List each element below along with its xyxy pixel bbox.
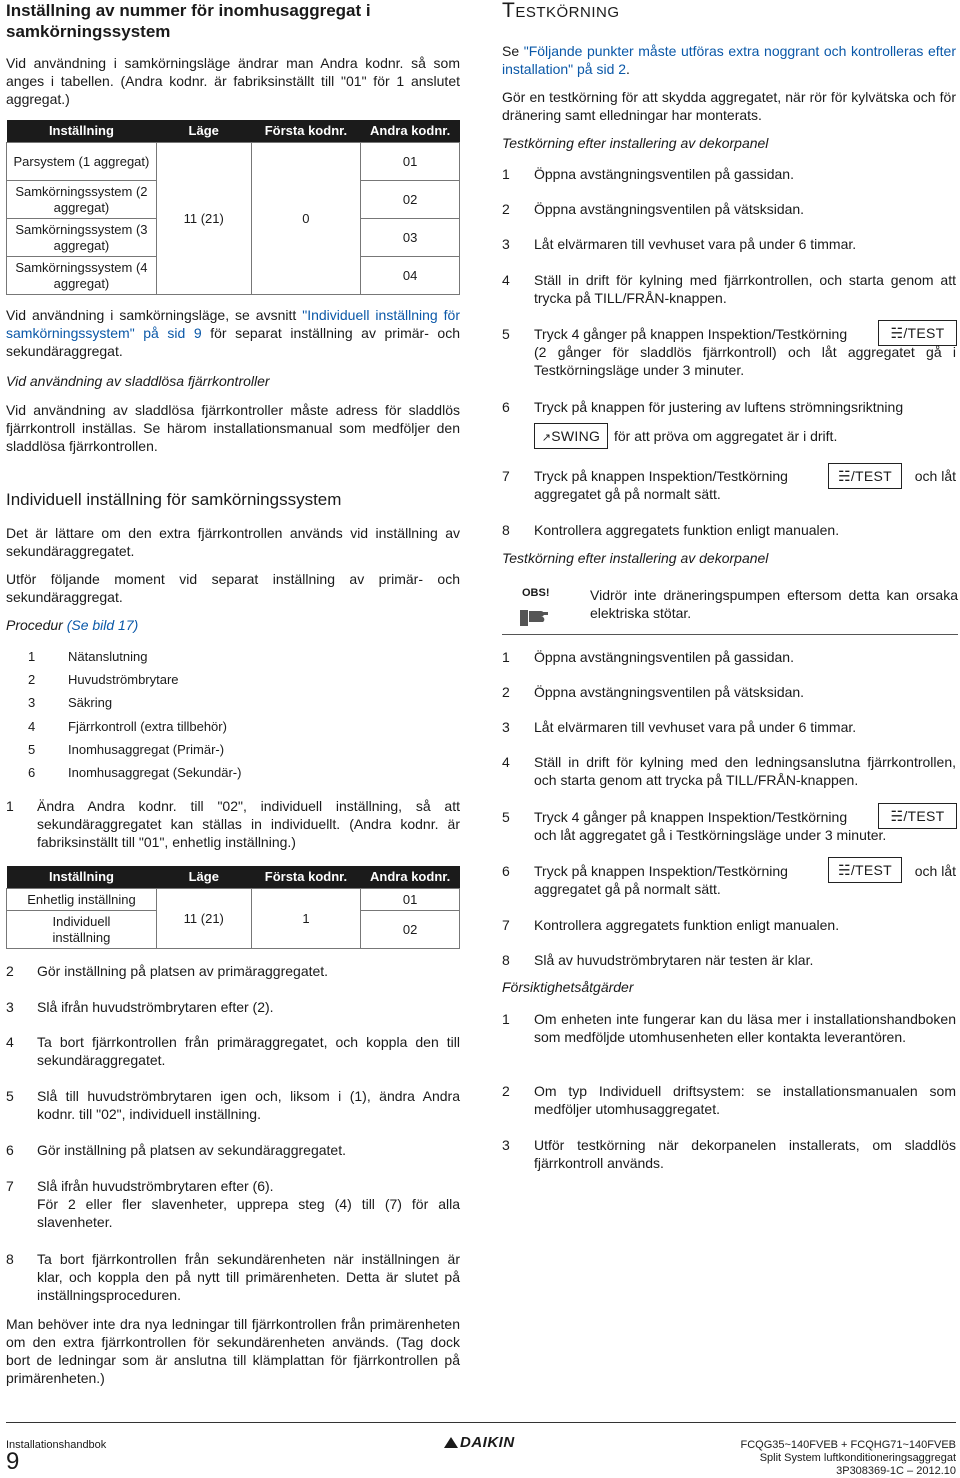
step-number: 1 bbox=[502, 1011, 510, 1027]
step-number: 7 bbox=[502, 917, 510, 933]
legend-text: Fjärrkontroll (extra tillbehör) bbox=[68, 719, 227, 734]
step-number: 3 bbox=[6, 999, 14, 1015]
table-header-row bbox=[7, 866, 460, 889]
divider bbox=[502, 634, 958, 635]
step-text: Öppna avstängningsventilen på vätsksidan. bbox=[534, 684, 805, 700]
step-5b-text-b: och låt aggregatet gå i Testkörningsläge under 3 minuter. bbox=[534, 827, 887, 843]
legend-item bbox=[28, 648, 148, 666]
step-6-text-b: för att pröva om aggregatet är i drift. bbox=[614, 428, 838, 444]
header-setting: Inställning bbox=[7, 866, 157, 889]
step-number: 1 bbox=[502, 649, 510, 665]
wireless-paragraph: Vid användning av sladdlösa fjärrkontroller måste adress för sladdlös fjärrkontroll inställas. Se härom installationsmanual som medföljer den sladdlösa fjärrkontrollen. bbox=[6, 402, 460, 454]
step-number: 6 bbox=[502, 399, 510, 415]
table-cell-setting: Enhetlig inställning bbox=[7, 889, 157, 911]
legend-item bbox=[28, 718, 227, 736]
subheading-after-panel-1: Testkörning efter installering av dekorpanel bbox=[502, 135, 769, 151]
table-row bbox=[7, 889, 460, 911]
step-number: 1 bbox=[502, 166, 510, 182]
table-cell-first-code: 0 bbox=[251, 143, 361, 295]
step-text: Låt elvärmaren till vevhuset vara på under 6 timmar. bbox=[534, 719, 857, 735]
step-number: 8 bbox=[502, 952, 510, 968]
step-number: 3 bbox=[502, 719, 510, 735]
subheading-after-panel-2: Testkörning efter installering av dekorpanel bbox=[502, 550, 769, 566]
step-7-text-a: Tryck på knappen Inspektion/Testkörning bbox=[534, 468, 788, 484]
test-intro bbox=[502, 42, 956, 78]
settings-table-2 bbox=[6, 866, 460, 949]
step-8b-text: Slå av huvudströmbrytaren när testen är klar. bbox=[534, 952, 814, 968]
swing-icon: ↗ bbox=[541, 432, 552, 444]
legend-number: 3 bbox=[28, 695, 36, 710]
step-7-text-b: och låt bbox=[914, 468, 956, 484]
wireless-heading: Vid användning av sladdlösa fjärrkontroller bbox=[6, 373, 270, 389]
table-cell-first-code: 1 bbox=[251, 889, 361, 949]
obs-text: Vidrör inte dräneringspumpen eftersom detta kan orsaka elektriska stötar. bbox=[590, 587, 958, 621]
test-intro-a: Se bbox=[502, 43, 524, 59]
multi-mode-paragraph bbox=[6, 306, 460, 360]
table-header-row bbox=[7, 120, 460, 143]
step-text: Om enheten inte fungerar kan du läsa mer i installationshandboken som medföljde utomhusenheten eller kontakta leverantören. bbox=[534, 1011, 956, 1045]
intro-paragraph: Vid användning i samkörningsläge ändrar man Andra kodnr. så som anges i tabellen. (Andra kodnr. är fabriksinställt till "01" för 1 anslutet aggregat.) bbox=[6, 55, 460, 107]
legend-item bbox=[28, 694, 113, 712]
section-title-indoor-number: Inställning av nummer för inomhusaggregat i samkörningssystem bbox=[6, 1, 371, 41]
settings-table-1 bbox=[6, 120, 460, 295]
obs-label: OBS! bbox=[522, 587, 550, 599]
step-number: 8 bbox=[6, 1251, 14, 1267]
inspection-icon: ☵ bbox=[837, 862, 851, 878]
table-row bbox=[7, 143, 460, 181]
step-number: 1 bbox=[6, 798, 14, 814]
header-mode: Läge bbox=[156, 866, 251, 889]
step-number: 4 bbox=[6, 1034, 14, 1050]
header-second-code: Andra kodnr. bbox=[361, 120, 460, 143]
step-text: Gör inställning på platsen av primäraggregatet. bbox=[37, 963, 329, 979]
legend-text: Säkring bbox=[68, 695, 113, 710]
step-number: 6 bbox=[6, 1142, 14, 1158]
legend-text: Nätanslutning bbox=[68, 649, 148, 664]
step-text: Öppna avstängningsventilen på gassidan. bbox=[534, 649, 794, 665]
header-mode: Läge bbox=[156, 120, 251, 143]
step-number: 4 bbox=[502, 754, 510, 770]
step-6b-text-b: och låt bbox=[914, 863, 956, 879]
multi-mode-text-b: för separat inställning av primär- och sekundäraggregat. bbox=[6, 325, 460, 359]
step-text: Ta bort fjärrkontrollen från sekundärenheten när inställningen är klar, och koppla den på nytt till primärenheten. Detta är slutet på inställningsproceduren. bbox=[37, 1251, 460, 1303]
step-number: 5 bbox=[6, 1088, 14, 1104]
step-number: 3 bbox=[502, 236, 510, 252]
step-number: 2 bbox=[502, 1083, 510, 1099]
footer-doc-title: Installationshandbok bbox=[6, 1439, 107, 1451]
step-number: 4 bbox=[502, 272, 510, 288]
hand-pointer-icon bbox=[520, 604, 552, 628]
step-5-text-b: (2 gånger för sladdlös fjärrkontroll) och låt aggregatet gå i Testkörningsläge under 3 minuter. bbox=[534, 344, 956, 378]
multi-mode-text-a: Vid användning i samkörningsläge, se avsnitt bbox=[6, 307, 303, 323]
test-button-label: /TEST bbox=[903, 325, 945, 341]
step-text: Öppna avstängningsventilen på gassidan. bbox=[534, 166, 794, 182]
procedure-label: Procedur bbox=[6, 617, 63, 633]
test-intro-b: . bbox=[626, 61, 630, 77]
legend-number: 1 bbox=[28, 649, 36, 664]
logo-text: DAIKIN bbox=[460, 1434, 515, 1451]
legend-item bbox=[28, 764, 242, 782]
legend-text: Huvudströmbrytare bbox=[68, 672, 179, 687]
legend-number: 2 bbox=[28, 672, 36, 687]
step-number: 7 bbox=[6, 1178, 14, 1194]
step-text: Slå till huvudströmbrytaren igen och, liksom i (1), ändra Andra kodnr. till "02", individuell inställning. bbox=[37, 1088, 460, 1122]
section2-paragraph-2: Utför följande moment vid separat inställning av primär- och sekundäraggregat. bbox=[6, 571, 460, 605]
step-text: Låt elvärmaren till vevhuset vara på under 6 timmar. bbox=[534, 236, 857, 252]
step-number: 2 bbox=[6, 963, 14, 979]
step-text: Ställ in drift för kylning med fjärrkontrollen, och starta genom att trycka på TILL/FRÅN-knappen. bbox=[534, 272, 956, 306]
step-5b-text-a: Tryck 4 gånger på knappen Inspektion/Testkörning bbox=[534, 809, 848, 825]
header-setting: Inställning bbox=[7, 120, 157, 143]
table-cell-mode: 11 (21) bbox=[156, 889, 251, 949]
step-6-text-a: Tryck på knappen för justering av luftens strömningsriktning bbox=[534, 399, 904, 415]
table-cell-second-code: 04 bbox=[361, 257, 460, 295]
test-paragraph-2: Gör en testkörning för att skydda aggregatet, när rör för kylvätska och för dränering samt elledningar har monterats. bbox=[502, 89, 956, 123]
section-title-individual: Individuell inställning för samkörningssystem bbox=[6, 490, 342, 509]
step-number: 5 bbox=[502, 326, 510, 342]
step-8-text: Kontrollera aggregatets funktion enligt manualen. bbox=[534, 522, 840, 538]
step-text: Slå ifrån huvudströmbrytaren efter (6). bbox=[37, 1178, 274, 1194]
footer-model: FCQG35~140FVEB + FCQHG71~140FVEB bbox=[740, 1439, 956, 1451]
procedure-heading bbox=[6, 616, 460, 634]
step-number: 3 bbox=[502, 1137, 510, 1153]
step-text: Ställ in drift för kylning med den ledningsanslutna fjärrkontrollen, och starta genom att trycka på TILL/FRÅN-knappen. bbox=[534, 754, 956, 788]
step-text: Öppna avstängningsventilen på vätsksidan. bbox=[534, 201, 805, 217]
legend-item bbox=[28, 741, 225, 759]
footer-series: Split System luftkonditioneringsaggregat bbox=[759, 1452, 956, 1464]
header-first-code: Första kodnr. bbox=[251, 120, 361, 143]
swing-button[interactable] bbox=[534, 423, 608, 449]
step-text: Gör inställning på platsen av sekundäraggregatet. bbox=[37, 1142, 346, 1158]
step-7-note: För 2 eller fler slavenheter, upprepa steg (4) till (7) för alla slavenheter. bbox=[37, 1196, 460, 1230]
section2-paragraph-1: Det är lättare om den extra fjärrkontrollen används vid inställning av sekundäraggregatet. bbox=[6, 525, 460, 559]
step-6b-text-a: Tryck på knappen Inspektion/Testkörning bbox=[534, 863, 788, 879]
step-number: 7 bbox=[502, 468, 510, 484]
inspection-icon: ☵ bbox=[890, 808, 904, 824]
footer-code: 3P308369-1C – 2012.10 bbox=[836, 1465, 956, 1477]
header-second-code: Andra kodnr. bbox=[361, 866, 460, 889]
table-cell-setting: Samkörningssystem (3 aggregat) bbox=[7, 219, 157, 257]
step-number: 8 bbox=[502, 522, 510, 538]
table-cell-setting: Parsystem (1 aggregat) bbox=[7, 143, 157, 181]
step-number: 5 bbox=[502, 809, 510, 825]
multi-mode-link[interactable]: "Individuell inställning för samkörningssystem" på sid 9 bbox=[6, 307, 460, 341]
legend-text: Inomhusaggregat (Sekundär-) bbox=[68, 765, 242, 780]
subheading-precautions: Försiktighetsåtgärder bbox=[502, 979, 634, 995]
test-intro-link[interactable]: "Följande punkter måste utföras extra noggrant och kontrolleras efter installation" på sid 2 bbox=[502, 43, 957, 77]
footer-right bbox=[556, 1439, 956, 1478]
step-1-text: Ändra Andra kodnr. till "02", individuell inställning, så att sekundäraggregatet kan ställas in individuellt. (Andra kodnr. är fabriksinställt till "01", enhetlig inställning.) bbox=[37, 798, 460, 850]
step-6b-text-c: aggregatet gå på normalt sätt. bbox=[534, 881, 721, 897]
footer-divider bbox=[6, 1422, 956, 1423]
table-cell-second-code: 03 bbox=[361, 219, 460, 257]
table-cell-second-code: 01 bbox=[361, 889, 460, 911]
step-text: Ta bort fjärrkontrollen från primäraggregatet, och koppla den till sekundäraggregatet. bbox=[37, 1034, 460, 1068]
step-text: Om typ Individuell driftsystem: se installationsmanualen som medföljer utomhusaggregatet. bbox=[534, 1083, 956, 1117]
step-7-text-c: aggregatet gå på normalt sätt. bbox=[534, 486, 721, 502]
test-button-label: /TEST bbox=[850, 862, 893, 878]
step-number: 6 bbox=[502, 863, 510, 879]
step-text: Utför testkörning när dekorpanelen installerats, om sladdlös fjärrkontroll används. bbox=[534, 1137, 956, 1171]
legend-item bbox=[28, 671, 179, 689]
step-text: Slå ifrån huvudströmbrytaren efter (2). bbox=[37, 999, 274, 1015]
legend-text: Inomhusaggregat (Primär-) bbox=[68, 742, 225, 757]
swing-button-label: SWING bbox=[551, 428, 601, 444]
procedure-figure-link[interactable]: (Se bild 17) bbox=[66, 617, 139, 633]
header-first-code: Första kodnr. bbox=[251, 866, 361, 889]
logo-triangle-icon bbox=[444, 1437, 458, 1448]
test-button-label: /TEST bbox=[903, 808, 945, 824]
table-cell-second-code: 02 bbox=[361, 911, 460, 949]
table-cell-setting: Samkörningssystem (2 aggregat) bbox=[7, 181, 157, 219]
legend-number: 5 bbox=[28, 742, 36, 757]
step-5-text-a: Tryck 4 gånger på knappen Inspektion/Testkörning bbox=[534, 326, 848, 342]
table-cell-mode: 11 (21) bbox=[156, 143, 251, 295]
test-button-label: /TEST bbox=[850, 468, 893, 484]
inspection-icon: ☵ bbox=[890, 325, 904, 341]
table-cell-setting: Samkörningssystem (4 aggregat) bbox=[7, 257, 157, 295]
page-number: 9 bbox=[6, 1448, 20, 1475]
section-title-test-run: Testkörning bbox=[502, 0, 620, 22]
step-number: 2 bbox=[502, 201, 510, 217]
inspection-icon: ☵ bbox=[837, 468, 851, 484]
closing-paragraph: Man behöver inte dra nya ledningar till fjärrkontrollen från primärenheten om den extra fjärrkontrollen för sekundärenheten används. (Tag dock bort de ledningar som är anslutna till klämplattan för fjärrkontrollen på primärenheten.) bbox=[6, 1316, 460, 1386]
step-7b-text: Kontrollera aggregatets funktion enligt manualen. bbox=[534, 917, 840, 933]
table-cell-setting: Individuell inställning bbox=[7, 911, 157, 949]
table-cell-second-code: 01 bbox=[361, 143, 460, 181]
daikin-logo bbox=[444, 1434, 515, 1452]
legend-number: 4 bbox=[28, 719, 36, 734]
table-cell-second-code: 02 bbox=[361, 181, 460, 219]
legend-number: 6 bbox=[28, 765, 36, 780]
step-number: 2 bbox=[502, 684, 510, 700]
